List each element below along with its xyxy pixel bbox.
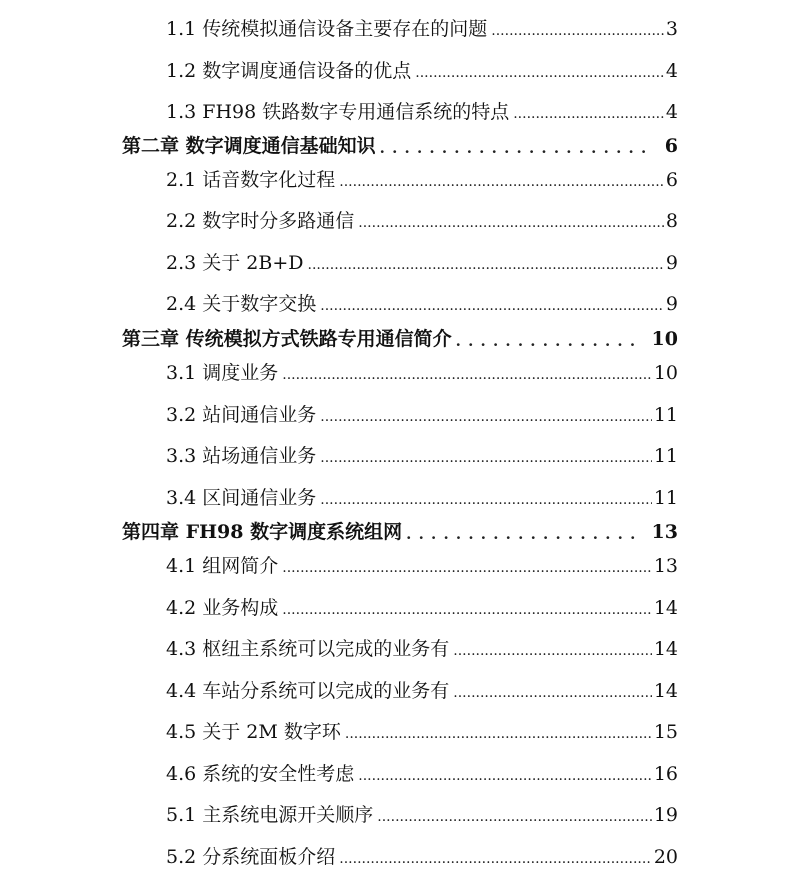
toc-entry-title: 2.2 数字时分多路通信 [166, 210, 355, 232]
dot-leader [406, 523, 637, 539]
dot-leader [358, 212, 664, 228]
toc-page-number: 13 [653, 555, 678, 577]
toc-section-entry[interactable] [166, 547, 678, 577]
toc-page-number: 11 [653, 445, 678, 467]
dot-leader [415, 62, 664, 78]
toc-page-number: 15 [653, 721, 678, 743]
dot-leader [320, 406, 652, 422]
toc-section-entry[interactable] [166, 244, 678, 274]
dot-leader [377, 806, 652, 822]
toc-page-number: 14 [653, 680, 678, 702]
toc-page-number: 6 [664, 135, 678, 157]
toc-section-entry[interactable] [166, 52, 678, 82]
toc-entry-title: 第二章 数字调度通信基础知识 [122, 135, 376, 157]
toc-page-number: 16 [653, 763, 678, 785]
toc-entry-title: 3.4 区间通信业务 [166, 487, 317, 509]
dot-leader [320, 489, 652, 505]
toc-entry-title: 5.1 主系统电源开关顺序 [166, 804, 374, 826]
toc-page-number: 4 [665, 101, 678, 123]
toc-section-entry[interactable] [166, 589, 678, 619]
toc-section-entry[interactable] [166, 93, 678, 123]
dot-leader [339, 171, 664, 187]
toc-section-entry[interactable] [166, 437, 678, 467]
toc-entry-title: 4.6 系统的安全性考虑 [166, 763, 355, 785]
dot-leader [453, 640, 652, 656]
dot-leader [358, 765, 652, 781]
toc-section-entry[interactable] [166, 479, 678, 509]
toc-entry-title: 4.1 组网简介 [166, 555, 279, 577]
toc-section-entry[interactable] [166, 796, 678, 826]
toc-section-entry[interactable] [166, 630, 678, 660]
toc-page-number: 10 [653, 362, 678, 384]
toc-entry-title: 4.4 车站分系统可以完成的业务有 [166, 680, 450, 702]
toc-page-number: 8 [665, 210, 678, 232]
dot-leader [453, 682, 652, 698]
toc-page-number: 20 [653, 846, 678, 868]
toc-entry-title: 第四章 FH98 数字调度系统组网 [122, 521, 403, 543]
toc-entry-title: 3.1 调度业务 [166, 362, 279, 384]
toc-section-entry[interactable] [166, 354, 678, 384]
toc-page-number: 3 [665, 18, 678, 40]
toc-entry-title: 3.3 站场通信业务 [166, 445, 317, 467]
toc-entry-title: 4.5 关于 2M 数字环 [166, 721, 341, 743]
toc-section-entry[interactable] [166, 755, 678, 785]
dot-leader [320, 447, 652, 463]
dot-leader [339, 848, 652, 864]
toc-page-number: 10 [651, 328, 678, 350]
dot-leader [282, 599, 652, 615]
toc-section-entry[interactable] [166, 838, 678, 868]
toc-chapter-entry[interactable] [122, 320, 678, 350]
toc-entry-title: 1.3 FH98 铁路数字专用通信系统的特点 [166, 101, 510, 123]
toc-page-number: 14 [653, 597, 678, 619]
toc-entry-title: 4.3 枢纽主系统可以完成的业务有 [166, 638, 450, 660]
dot-leader [308, 254, 664, 270]
toc-page-number: 9 [665, 293, 678, 315]
toc-section-entry[interactable] [166, 713, 678, 743]
dot-leader [320, 295, 664, 311]
toc-page-number: 19 [653, 804, 678, 826]
toc-section-entry[interactable] [166, 161, 678, 191]
dot-leader [456, 330, 638, 346]
toc-entry-title: 2.4 关于数字交换 [166, 293, 317, 315]
toc-chapter-entry[interactable] [122, 127, 678, 157]
toc-section-entry[interactable] [166, 285, 678, 315]
toc-section-entry[interactable] [166, 672, 678, 702]
toc-section-entry[interactable] [166, 202, 678, 232]
toc-chapter-entry[interactable] [122, 513, 678, 543]
toc-page-number: 9 [665, 252, 678, 274]
toc-entry-title: 4.2 业务构成 [166, 597, 279, 619]
toc-entry-title: 2.1 话音数字化过程 [166, 169, 336, 191]
dot-leader [380, 137, 651, 153]
dot-leader [282, 557, 652, 573]
toc-page-number: 6 [665, 169, 678, 191]
dot-leader [491, 20, 664, 36]
toc-page-number: 13 [651, 521, 678, 543]
toc-entry-title: 1.1 传统模拟通信设备主要存在的问题 [166, 18, 488, 40]
toc-entry-title: 第三章 传统模拟方式铁路专用通信简介 [122, 328, 452, 350]
toc-entry-title: 5.2 分系统面板介绍 [166, 846, 336, 868]
dot-leader [345, 723, 652, 739]
toc-entry-title: 1.2 数字调度通信设备的优点 [166, 60, 412, 82]
toc-entry-title: 2.3 关于 2B+D [166, 252, 304, 274]
toc-section-entry[interactable] [166, 10, 678, 40]
toc-entry-title: 3.2 站间通信业务 [166, 404, 317, 426]
toc-page-number: 14 [653, 638, 678, 660]
dot-leader [513, 103, 664, 119]
toc-page-number: 11 [653, 404, 678, 426]
toc-page-number: 4 [665, 60, 678, 82]
toc-page-number: 11 [653, 487, 678, 509]
toc-section-entry[interactable] [166, 396, 678, 426]
dot-leader [282, 364, 652, 380]
